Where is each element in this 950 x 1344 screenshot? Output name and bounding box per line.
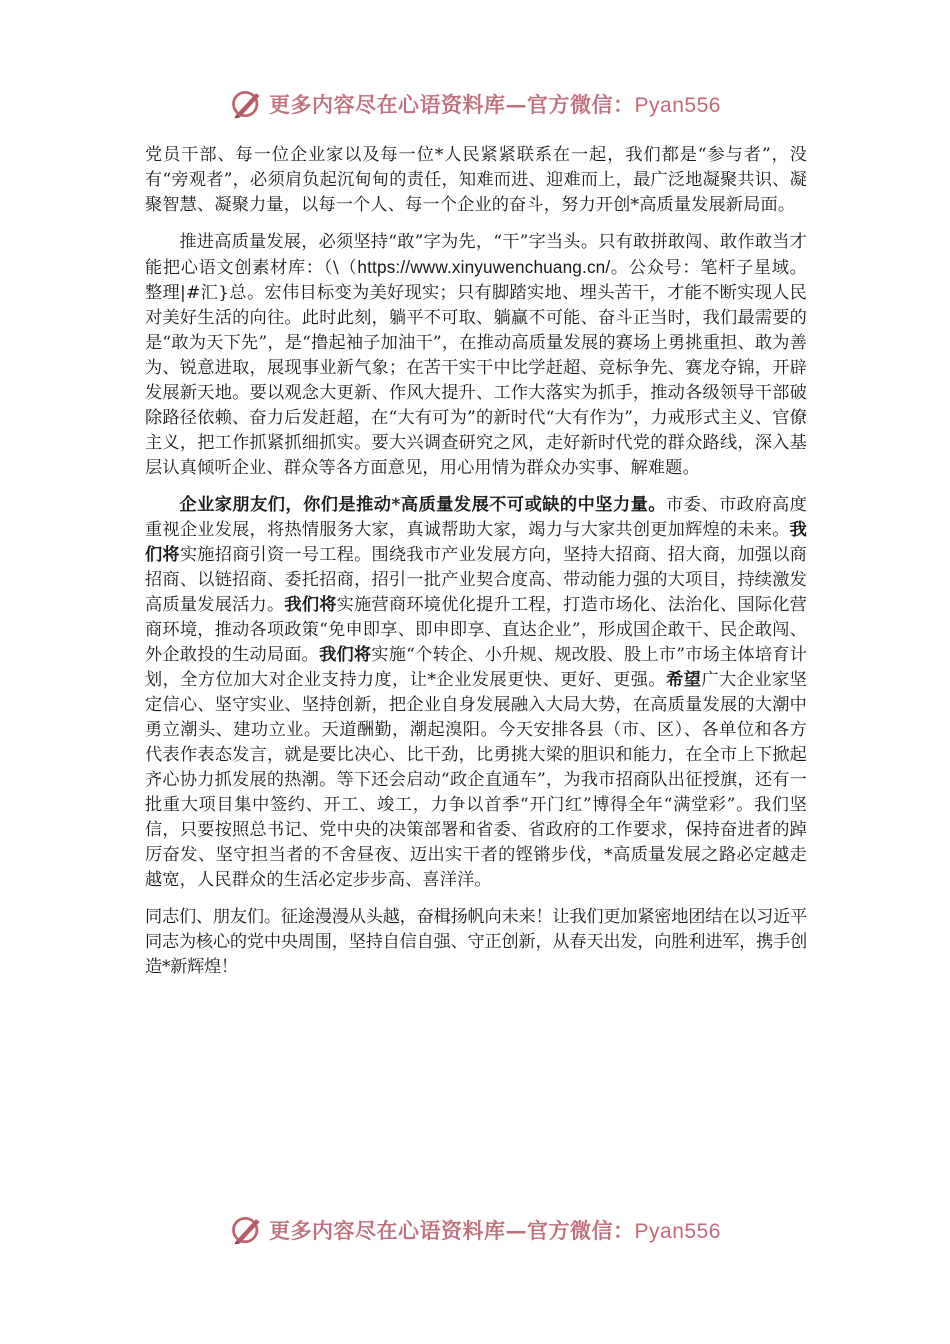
footer-banner <box>0 1208 950 1252</box>
pen-logo-icon <box>229 86 265 122</box>
paragraph-3: 企业家朋友们，你们是推动*高质量发展不可或缺的中坚力量。市委、市政府高度重视企业发展，将热情服务大家，真诚帮助大家，竭力与大家共创更加辉煌的未来。我们将实施招商引资一号工程。围绕我市产业发展方向，坚持大招商、招大商，加强以商招商、以链招商、委托招商，招引一批产业契合度高、带动能力强的大项目，持续激发高质量发展活力。我们将实施营商环境优化提升工程，打造市场化、法治化、国际化营商环境，推动各项政策“免申即享、即申即享、直达企业”，形成国企敢干、民企敢闯、外企敢投的生动局面。我们将实施“个转企、小升规、规改股、股上市”市场主体培育计划，全方位加大对企业支持力度，让*企业发展更快、更好、更强。希望广大企业家坚定信心、坚守实业、坚持创新，把企业自身发展融入大局大势，在高质量发展的大潮中勇立潮头、建功立业。天道酬勤，潮起溴阳。今天安排各县（市、区）、各单位和各方代表作表态发言，就是要比决心、比干劲，比勇挑大梁的胆识和能力，在全市上下掀起齐心协力抓发展的热潮。等下还会启动“政企直通车”，为我市招商队出征授旗，还有一批重大项目集中签约、开工、竣工，力争以首季“开门红”博得全年“满堂彩”。我们坚信，只要按照总书记、党中央的决策部署和省委、省政府的工作要求，保持奋进者的踔厉奋发、坚守担当者的不舍昼夜、迈出实干者的铿锵步伐，*高质量发展之路必定越走越宽，人民群众的生活必定步步高、喜洋洋。 <box>145 495 808 890</box>
paragraph-4: 同志们、朋友们。征途漫漫从头越，奋楫扬帆向未来！让我们更加紧密地团结在以习近平同志为核心的党中央周围，坚持自信自强、守正创新，从春天出发，向胜利进军，携手创造*新辉煌！ <box>145 907 807 977</box>
source-url: https://www.xinyuwenchuang.cn/ <box>357 257 611 277</box>
header-banner <box>0 82 950 126</box>
footer-banner-text: 更多内容尽在心语资料库—官方微信：Pyan556 <box>269 1218 721 1243</box>
paragraph-2: 推进高质量发展，必须坚持“敢”字为先，“干”字当头。只有敢拼敢闯、敢作敢当才能把心语文创素材库：（\（https://www.xinyuwenchuang.cn/。公众号：笔杆子星域。整理|#汇}总。宏伟目标变为美好现实；只有脚踏实地、埋头苦干，才能不断实现人民对美好生活的向往。此时此刻，躺平不可取、躺赢不可能、奋斗正当时，我们最需要的是“敢为天下先”，是“撸起袖子加油干”，在推动高质量发展的赛场上勇挑重担、敢为善为、锐意进取，展现事业新气象；在苦干实干中比学赶超、竞标争先、赛龙夺锦，开辟发展新天地。要以观念大更新、作风大提升、工作大落实为抓手，推动各级领导干部破除路径依赖、奋力后发赶超，在“大有可为”的新时代“大有作为”，力戒形式主义、官僚主义，把工作抓紧抓细抓实。要大兴调查研究之风，走好新时代党的群众路线，深入基层认真倾听企业、群众等各方面意见，用心用情为群众办实事、解难题。 <box>145 232 807 478</box>
document-body <box>145 143 807 992</box>
header-banner-text: 更多内容尽在心语资料库—官方微信：Pyan556 <box>269 92 721 117</box>
paragraph-1: 党员干部、每一位企业家以及每一位*人民紧紧联系在一起，我们都是“参与者”，没有“旁观者”，必须肩负起沉甸甸的责任，知难而进、迎难而上，最广泛地凝聚共识、凝聚智慧、凝聚力量，以每一个人、每一个企业的奋斗，努力开创*高质量发展新局面。 <box>145 145 807 215</box>
pen-logo-icon <box>229 1212 265 1248</box>
